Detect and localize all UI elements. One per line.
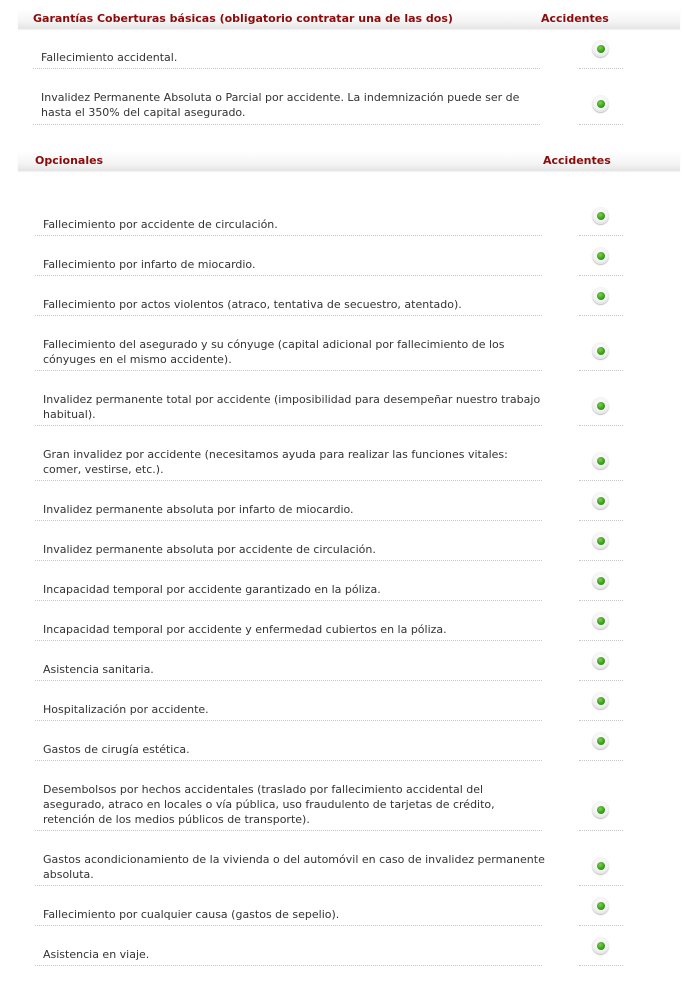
green-dot-icon xyxy=(592,40,609,57)
optional-item-divider xyxy=(35,235,542,236)
optional-indicator-divider xyxy=(579,275,623,276)
optional-indicator-divider xyxy=(579,680,623,681)
green-dot-icon xyxy=(592,342,609,359)
optional-indicator-divider xyxy=(579,520,623,521)
optional-item-label: Gastos de cirugía estética. xyxy=(43,743,190,756)
green-dot-icon xyxy=(592,732,609,749)
green-dot-icon xyxy=(592,652,609,669)
green-dot-icon xyxy=(592,572,609,589)
optional-item-label: Desembolsos por hechos accidentales (traslado por fallecimiento accidental del asegurado, atraco en locales o vía pública, uso fraudulento de tarjetas de crédito, retención de los medios públicos de transporte). xyxy=(43,783,495,826)
optional-item-divider xyxy=(35,370,542,371)
green-dot-icon xyxy=(592,801,609,818)
basic-item-divider xyxy=(33,68,540,69)
optional-indicator-divider xyxy=(579,965,623,966)
optional-item-divider xyxy=(35,680,542,681)
green-dot-icon xyxy=(592,397,609,414)
green-dot-icon xyxy=(592,492,609,509)
green-dot-icon xyxy=(592,857,609,874)
basic-section-title: Garantías Coberturas básicas (obligatorio contratar una de las dos) xyxy=(33,12,453,25)
optional-item-label: Hospitalización por accidente. xyxy=(43,703,209,716)
optional-item-divider xyxy=(35,315,542,316)
basic-item-label: Invalidez Permanente Absoluta o Parcial por accidente. La indemnización puede ser de hasta el 350% del capital asegurado. xyxy=(41,91,520,119)
optional-item-label: Gastos acondicionamiento de la vivienda o del automóvil en caso de invalidez permanente absoluta. xyxy=(43,853,545,881)
green-dot-icon xyxy=(592,532,609,549)
green-dot-icon xyxy=(592,452,609,469)
optional-item-label: Fallecimiento por accidente de circulación. xyxy=(43,218,278,231)
optional-item-divider xyxy=(35,560,542,561)
green-dot-icon xyxy=(592,937,609,954)
optional-indicator-divider xyxy=(579,720,623,721)
optional-item-label: Invalidez permanente absoluta por infarto de miocardio. xyxy=(43,503,354,516)
optional-indicator-divider xyxy=(579,760,623,761)
basic-item-label: Fallecimiento accidental. xyxy=(41,51,178,64)
green-dot-icon xyxy=(592,897,609,914)
optional-indicator-divider xyxy=(579,925,623,926)
optional-column-header: Accidentes xyxy=(543,154,611,167)
optional-item-divider xyxy=(35,965,542,966)
optional-item-divider xyxy=(35,275,542,276)
optional-item-label: Fallecimiento por infarto de miocardio. xyxy=(43,258,256,271)
optional-indicator-divider xyxy=(579,600,623,601)
optional-indicator-divider xyxy=(579,315,623,316)
optional-item-divider xyxy=(35,600,542,601)
optional-item-label: Asistencia en viaje. xyxy=(43,948,150,961)
optional-item-label: Incapacidad temporal por accidente y enfermedad cubiertos en la póliza. xyxy=(43,623,447,636)
optional-item-divider xyxy=(35,640,542,641)
optional-indicator-divider xyxy=(579,480,623,481)
optional-item-divider xyxy=(35,720,542,721)
optional-section-title: Opcionales xyxy=(35,154,104,167)
optional-item-divider xyxy=(35,425,542,426)
optional-indicator-divider xyxy=(579,425,623,426)
optional-item-divider xyxy=(35,925,542,926)
optional-item-label: Asistencia sanitaria. xyxy=(43,663,154,676)
optional-item-divider xyxy=(35,830,542,831)
optional-item-label: Invalidez permanente absoluta por accidente de circulación. xyxy=(43,543,376,556)
optional-item-divider xyxy=(35,480,542,481)
optional-section-header xyxy=(18,151,680,171)
green-dot-icon xyxy=(592,612,609,629)
basic-section-header xyxy=(18,9,680,29)
green-dot-icon xyxy=(592,287,609,304)
optional-item-label: Gran invalidez por accidente (necesitamos ayuda para realizar las funciones vitales: comer, vestirse, etc.). xyxy=(43,448,508,476)
green-dot-icon xyxy=(592,692,609,709)
green-dot-icon xyxy=(592,207,609,224)
optional-item-label: Invalidez permanente total por accidente (imposibilidad para desempeñar nuestro trabajo habitual). xyxy=(43,393,541,421)
optional-indicator-divider xyxy=(579,885,623,886)
basic-item-divider xyxy=(33,124,540,125)
basic-column-header: Accidentes xyxy=(541,12,609,25)
optional-indicator-divider xyxy=(579,560,623,561)
green-dot-icon xyxy=(592,95,609,112)
green-dot-icon xyxy=(592,247,609,264)
optional-item-divider xyxy=(35,885,542,886)
optional-item-label: Fallecimiento por actos violentos (atraco, tentativa de secuestro, atentado). xyxy=(43,298,462,311)
optional-indicator-divider xyxy=(579,640,623,641)
optional-item-label: Incapacidad temporal por accidente garantizado en la póliza. xyxy=(43,583,381,596)
optional-item-divider xyxy=(35,520,542,521)
optional-item-label: Fallecimiento del asegurado y su cónyuge (capital adicional por fallecimiento de los cónyuges en el mismo accidente). xyxy=(43,338,505,366)
basic-indicator-divider xyxy=(579,68,623,69)
optional-indicator-divider xyxy=(579,830,623,831)
optional-indicator-divider xyxy=(579,235,623,236)
basic-indicator-divider xyxy=(579,124,623,125)
optional-item-label: Fallecimiento por cualquier causa (gastos de sepelio). xyxy=(43,908,340,921)
optional-item-divider xyxy=(35,760,542,761)
optional-indicator-divider xyxy=(579,370,623,371)
